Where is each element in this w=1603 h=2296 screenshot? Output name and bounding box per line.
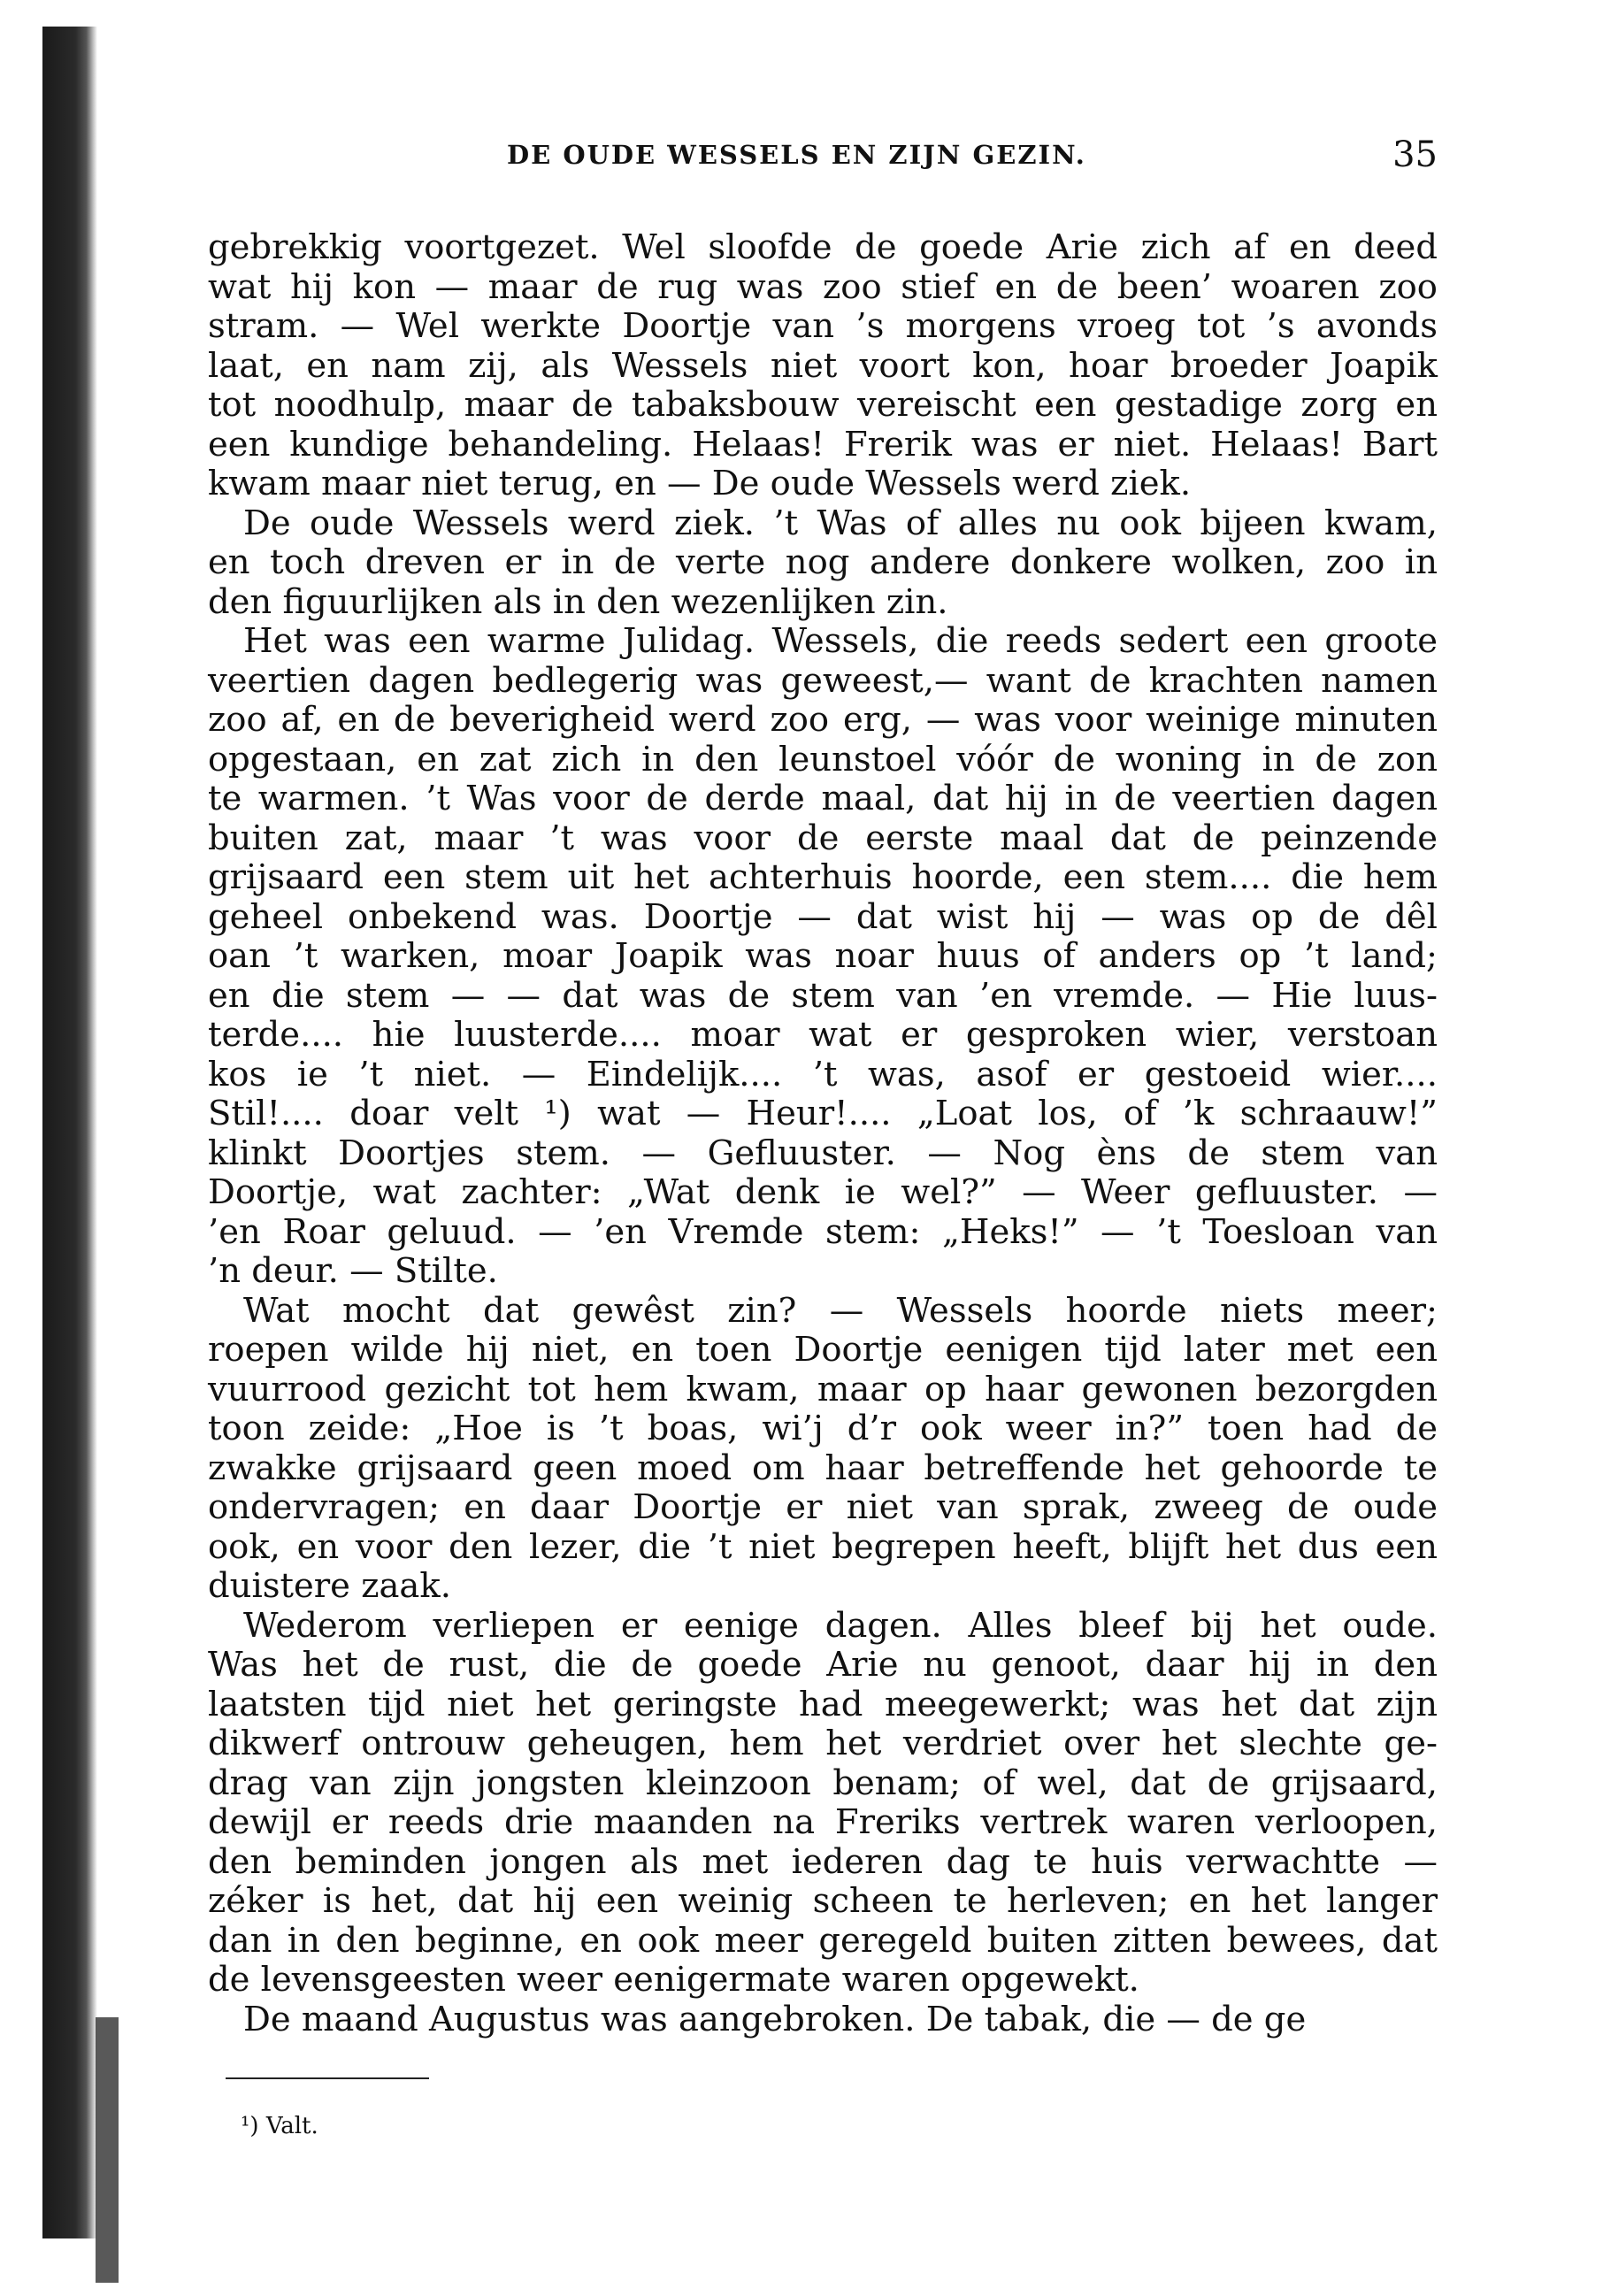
- text-line: een kundige behandeling. Helaas! Frerik was er niet. Helaas! Bart: [208, 424, 1438, 465]
- scan-binding-shadow: [96, 2017, 119, 2283]
- text-line: terde.... hie luusterde.... moar wat er gesproken wier, verstoan: [208, 1015, 1438, 1055]
- text-line: zwakke grijsaard geen moed om haar betreffende het gehoorde te: [208, 1447, 1438, 1488]
- text-line: De maand Augustus was aangebroken. De tabak, die — de ge: [243, 1999, 1307, 2039]
- text-line: dewijl er reeds drie maanden na Freriks vertrek waren verloopen,: [208, 1802, 1438, 1842]
- text-line: drag van zijn jongsten kleinzoon benam; of wel, dat de grijsaard,: [208, 1762, 1438, 1803]
- body-text: [208, 228, 1438, 2039]
- text-line: vuurrood gezicht tot hem kwam, maar op haar gewonen bezorgden: [208, 1369, 1438, 1409]
- text-line: en toch dreven er in de verte nog andere donkere wolken, zoo in: [208, 542, 1438, 582]
- text-line: opgestaan, en zat zich in den leunstoel vóór de woning in de zon: [208, 739, 1438, 779]
- text-line: zéker is het, dat hij een weinig scheen te herleven; en het langer: [208, 1881, 1438, 1921]
- running-head: [208, 134, 1438, 193]
- text-line: De oude Wessels werd ziek. ’t Was of alles nu ook bijeen kwam,: [243, 503, 1438, 543]
- paragraph: [208, 504, 1438, 623]
- footnote-rule: [226, 2077, 429, 2079]
- text-line: Wederom verliepen er eenige dagen. Alles bleef bij het oude.: [243, 1605, 1438, 1646]
- text-line: Stil!.... doar velt ¹) wat — Heur!.... „Loat los, of ’k schraauw!”: [208, 1094, 1438, 1133]
- text-line: toon zeide: „Hoe is ’t boas, wi’j d’r ook weer in?” toen had de: [208, 1409, 1438, 1448]
- text-line: ook, en voor den lezer, die ’t niet begrepen heeft, blijft het dus een: [208, 1526, 1438, 1567]
- text-line: grijsaard een stem uit het achterhuis hoorde, een stem.... die hem: [208, 857, 1438, 897]
- text-line: veertien dagen bedlegerig was geweest,— want de krachten namen: [208, 660, 1438, 701]
- footnote: ¹) Valt.: [241, 2113, 318, 2139]
- text-line: kos ie ’t niet. — Eindelijk.... ’t was, asof er gestoeid wier....: [208, 1054, 1438, 1094]
- text-line: Doortje, wat zachter: „Wat denk ie wel?” — Weer gefluuster. —: [208, 1172, 1438, 1212]
- paragraph: [208, 1292, 1438, 1607]
- text-line: laat, en nam zij, als Wessels niet voort kon, hoar broeder Joapik: [208, 345, 1438, 386]
- text-line: oan ’t warken, moar Joapik was noar huus of anders op ’t land;: [208, 936, 1438, 976]
- text-line: ’en Roar geluud. — ’en Vremde stem: „Heks!” — ’t Toesloan van: [208, 1211, 1438, 1252]
- text-line: geheel onbekend was. Doortje — dat wist hij — was op de dêl: [208, 896, 1438, 937]
- text-line: tot noodhulp, maar de tabaksbouw vereischt een gestadige zorg en: [208, 385, 1438, 425]
- text-line: te warmen. ’t Was voor de derde maal, dat hij in de veertien dagen: [208, 779, 1438, 818]
- text-line: den beminden jongen als met iederen dag te huis verwachtte —: [208, 1841, 1438, 1882]
- text-line: dikwerf ontrouw geheugen, hem het verdriet over het slechte ge-: [208, 1724, 1438, 1763]
- text-line: duistere zaak.: [208, 1566, 451, 1606]
- text-line: Het was een warme Julidag. Wessels, die reeds sedert een groote: [243, 621, 1438, 661]
- text-line: buiten zat, maar ’t was voor de eerste maal dat de peinzende: [208, 818, 1438, 858]
- paragraph: [208, 2000, 1438, 2040]
- text-line: zoo af, en de beverigheid werd zoo erg, — was voor weinige minuten: [208, 700, 1438, 740]
- text-line: gebrekkig voortgezet. Wel sloofde de goede Arie zich af en deed: [208, 227, 1438, 267]
- text-line: Wat mocht dat gewêst zin? — Wessels hoorde niets meer;: [243, 1290, 1438, 1331]
- paragraph: [208, 1607, 1438, 2000]
- paragraph: [208, 228, 1438, 504]
- text-line: kwam maar niet terug, en — De oude Wessels werd ziek.: [208, 464, 1192, 503]
- text-line: ’n deur. — Stilte.: [208, 1251, 498, 1291]
- text-line: en die stem — — dat was de stem van ’en vremde. — Hie luus-: [208, 975, 1438, 1016]
- text-line: dan in den beginne, en ook meer geregeld buiten zitten bewees, dat: [208, 1920, 1438, 1961]
- text-line: de levensgeesten weer eenigermate waren opgewekt.: [208, 1960, 1139, 2000]
- paragraph: [208, 622, 1438, 1292]
- text-line: wat hij kon — maar de rug was zoo stief en de been’ woaren zoo: [208, 266, 1438, 307]
- text-line: roepen wilde hij niet, en toen Doortje eenigen tijd later met een: [208, 1330, 1438, 1370]
- text-line: ondervragen; en daar Doortje er niet van sprak, zweeg de oude: [208, 1487, 1438, 1527]
- text-line: den figuurlijken als in den wezenlijken zin.: [208, 581, 948, 622]
- page-number: 35: [1392, 134, 1438, 175]
- scan-binding-edge: [42, 27, 97, 2238]
- text-line: klinkt Doortjes stem. — Gefluuster. — Nog èns de stem van: [208, 1133, 1438, 1173]
- text-line: laatsten tijd niet het geringste had meegewerkt; was het dat zijn: [208, 1684, 1438, 1724]
- text-line: stram. — Wel werkte Doortje van ’s morgens vroeg tot ’s avonds: [208, 306, 1438, 346]
- running-title: DE OUDE WESSELS EN ZIJN GEZIN.: [507, 140, 1086, 170]
- text-line: Was het de rust, die de goede Arie nu genoot, daar hij in den: [208, 1645, 1438, 1685]
